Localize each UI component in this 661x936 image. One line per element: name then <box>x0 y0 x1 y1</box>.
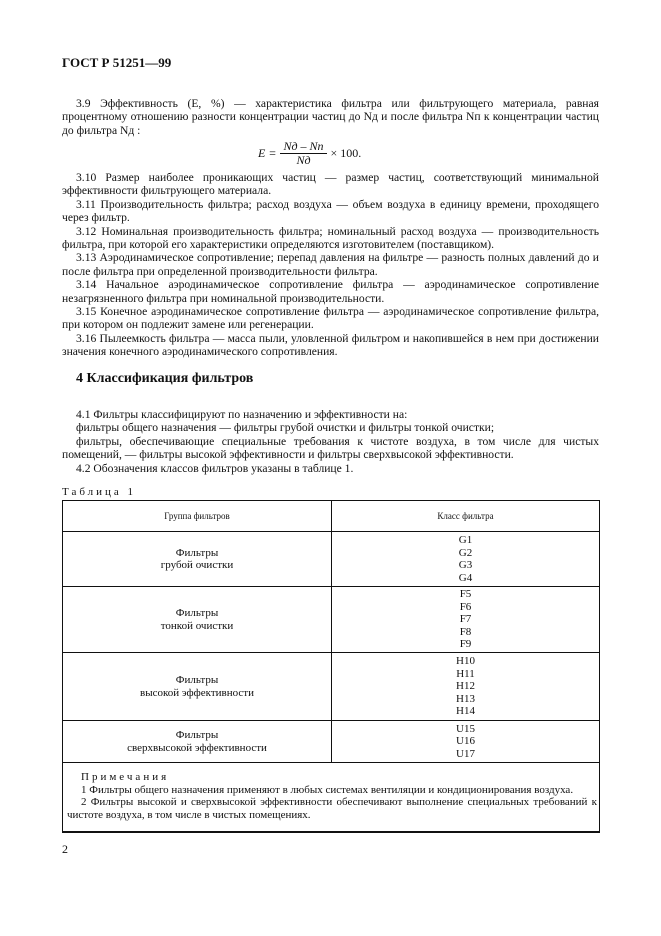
clause-3-12: 3.12 Номинальная производительность фильтра; номинальный расход воздуха — производительность фильтра, при которой его характеристики определяются изготовителем (поставщиком). <box>62 224 599 252</box>
table-row <box>63 721 600 763</box>
clause-3-16: 3.16 Пылеемкость фильтра — масса пыли, уловленной фильтром и накопившейся в нем при достижении значения конечного аэродинамического сопротивления. <box>62 331 599 359</box>
class-cell <box>332 532 600 587</box>
document-code: ГОСТ Р 51251—99 <box>62 55 172 70</box>
group-name: тонкой очистки <box>160 619 234 632</box>
class-code: H10 <box>456 655 475 668</box>
clause-4-2: 4.2 Обозначения классов фильтров указаны в таблице 1. <box>76 461 354 475</box>
group-name: Фильтры <box>175 607 219 619</box>
group-name: Фильтры <box>175 674 219 686</box>
note: 1 Фильтры общего назначения применяют в любых системах вентиляции и кондиционирования воздуха. <box>81 783 574 796</box>
clauses-3-10-to-3-16 <box>62 171 599 359</box>
group-name: высокой эффективности <box>140 686 254 699</box>
class-code: G4 <box>458 571 473 584</box>
section-heading: 4 Классификация фильтров <box>76 371 254 386</box>
class-code: H13 <box>456 692 475 705</box>
formula-tail: × 100. <box>330 146 362 161</box>
group-name: Фильтры <box>175 729 219 741</box>
table-notes <box>63 763 600 833</box>
class-code: H14 <box>456 705 475 718</box>
clause-4-1: 4.1 Фильтры классифицируют по назначению и эффективности на: <box>76 408 408 421</box>
class-cell <box>332 721 600 763</box>
class-code: H12 <box>456 680 475 693</box>
efficiency-formula <box>258 140 361 168</box>
clause-3-14: 3.14 Начальное аэродинамическое сопротивление фильтра — аэродинамическое сопротивление незагрязненного фильтра при номинальной производительности. <box>62 278 599 305</box>
class-code: F9 <box>459 638 472 651</box>
formula-numerator: Nд – Nп <box>280 140 326 154</box>
section-4-body <box>62 408 599 475</box>
group-name: сверхвысокой эффективности <box>127 741 267 754</box>
class-code: U17 <box>456 747 475 760</box>
clause-3-9 <box>62 97 599 137</box>
formula-denominator: Nд <box>296 153 311 168</box>
class-code: H11 <box>456 667 475 680</box>
group-name: грубой очистки <box>160 559 234 571</box>
class-code: G1 <box>458 534 473 546</box>
notes-row <box>63 763 600 833</box>
class-code: G2 <box>458 546 473 559</box>
group-name: Фильтры <box>175 546 219 559</box>
class-cell <box>332 587 600 653</box>
group-cell <box>63 721 332 763</box>
table-row <box>63 653 600 721</box>
class-code: F7 <box>459 613 472 626</box>
table-header-row <box>63 501 600 532</box>
class-code: F6 <box>459 600 472 613</box>
page-number: 2 <box>62 842 68 856</box>
group-cell <box>63 587 332 653</box>
class-code: G3 <box>458 559 473 571</box>
clause-text: 3.9 Эффективность (E, %) — характеристика фильтра или фильтрующего материала, равная процентному отношению разности концентрации частиц до Nд и после фильтра Nп к концентрации частиц до фильтра Nд : <box>62 97 599 137</box>
clause-4-1-item: фильтры общего назначения — фильтры грубой очистки и фильтры тонкой очистки; <box>76 421 495 435</box>
class-code: U16 <box>456 735 475 748</box>
class-code: F8 <box>459 625 472 638</box>
note: 2 Фильтры высокой и сверхвысокой эффективности обеспечивают выполнение специальных требований к чистоте воздуха, в том числе в чистых помещениях. <box>67 796 597 821</box>
table-caption: Таблица 1 <box>62 486 137 498</box>
formula-lhs: E = <box>258 146 277 161</box>
class-cell <box>332 653 600 721</box>
column-header: Класс фильтра <box>332 501 600 532</box>
column-header: Группа фильтров <box>63 501 332 532</box>
group-cell <box>63 532 332 587</box>
table-row <box>63 532 600 587</box>
clause-3-10: 3.10 Размер наиболее проникающих частиц — размер частиц, соответствующий минимальной эффективности фильтрующего материала. <box>62 171 599 198</box>
clause-3-13: 3.13 Аэродинамическое сопротивление; перепад давления на фильтре — разность полных давлений до и после фильтра при определенной производительности фильтра. <box>62 251 599 278</box>
class-code: F5 <box>459 588 472 601</box>
group-cell <box>63 653 332 721</box>
clause-4-1-item: фильтры, обеспечивающие специальные требования к чистоте воздуха, в том числе для чистых помещений, — фильтры высокой эффективности и фильтры сверхвысокой эффективности. <box>62 434 599 462</box>
table-row <box>63 587 600 653</box>
class-code: U15 <box>456 722 475 735</box>
clause-3-11: 3.11 Производительность фильтра; расход воздуха — объем воздуха в единицу времени, проходящего через фильтр. <box>62 197 599 225</box>
clause-3-15: 3.15 Конечное аэродинамическое сопротивление фильтра — аэродинамическое сопротивление фильтра, при котором он подлежит замене или регенерации. <box>62 305 599 332</box>
notes-title: Примечания <box>81 771 170 783</box>
filter-class-table <box>62 500 600 833</box>
